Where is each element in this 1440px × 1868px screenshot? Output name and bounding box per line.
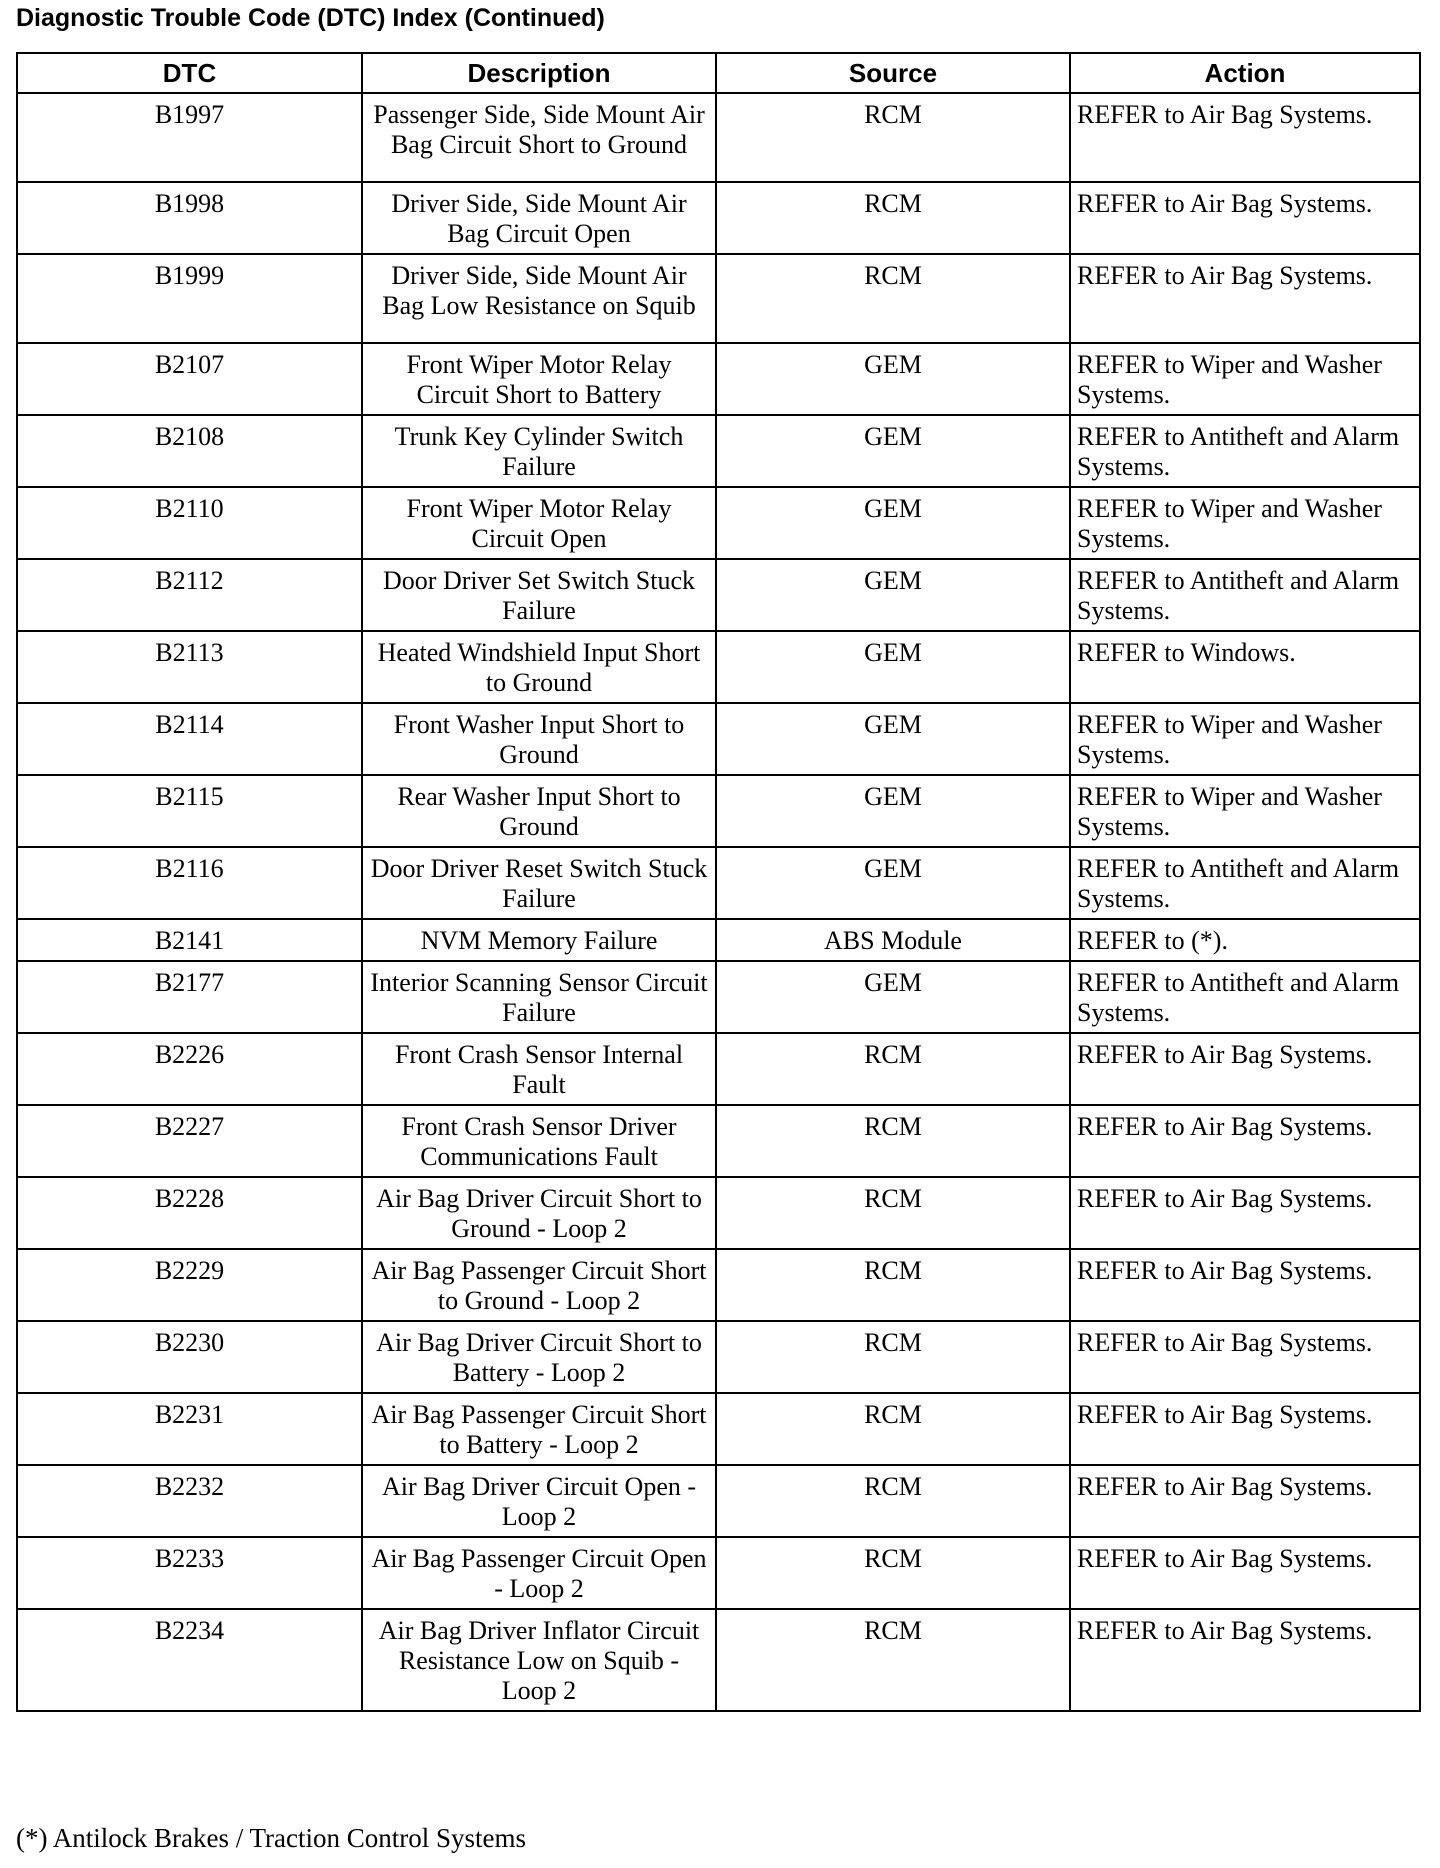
- cell-description: Door Driver Set Switch Stuck Failure: [362, 559, 716, 631]
- cell-action: REFER to Air Bag Systems.: [1070, 254, 1420, 343]
- cell-dtc: B2116: [17, 847, 362, 919]
- cell-action: REFER to Air Bag Systems.: [1070, 93, 1420, 182]
- cell-dtc: B2233: [17, 1537, 362, 1609]
- cell-action: REFER to Air Bag Systems.: [1070, 1249, 1420, 1321]
- cell-description: Driver Side, Side Mount Air Bag Circuit Open: [362, 182, 716, 254]
- cell-source: RCM: [716, 1537, 1070, 1609]
- table-body: [17, 93, 1420, 1711]
- cell-description: Air Bag Passenger Circuit Short to Ground - Loop 2: [362, 1249, 716, 1321]
- table-row: [17, 1249, 1420, 1321]
- table-row: [17, 1465, 1420, 1537]
- cell-description: Air Bag Driver Circuit Short to Battery - Loop 2: [362, 1321, 716, 1393]
- cell-description: Interior Scanning Sensor Circuit Failure: [362, 961, 716, 1033]
- cell-source: RCM: [716, 1249, 1070, 1321]
- cell-action: REFER to Antitheft and Alarm Systems.: [1070, 415, 1420, 487]
- cell-source: RCM: [716, 93, 1070, 182]
- cell-dtc: B1999: [17, 254, 362, 343]
- cell-source: RCM: [716, 1465, 1070, 1537]
- cell-source: GEM: [716, 775, 1070, 847]
- cell-description: Front Crash Sensor Driver Communications Fault: [362, 1105, 716, 1177]
- cell-source: GEM: [716, 961, 1070, 1033]
- cell-description: Front Wiper Motor Relay Circuit Short to Battery: [362, 343, 716, 415]
- page-title: Diagnostic Trouble Code (DTC) Index (Continued): [16, 4, 605, 32]
- cell-source: GEM: [716, 631, 1070, 703]
- cell-dtc: B2107: [17, 343, 362, 415]
- cell-description: Front Crash Sensor Internal Fault: [362, 1033, 716, 1105]
- cell-dtc: B2177: [17, 961, 362, 1033]
- cell-source: RCM: [716, 1105, 1070, 1177]
- table-row: [17, 703, 1420, 775]
- cell-action: REFER to Air Bag Systems.: [1070, 1321, 1420, 1393]
- table-row: [17, 487, 1420, 559]
- cell-dtc: B2112: [17, 559, 362, 631]
- cell-action: REFER to Air Bag Systems.: [1070, 1105, 1420, 1177]
- cell-description: Air Bag Driver Circuit Open - Loop 2: [362, 1465, 716, 1537]
- cell-description: Air Bag Passenger Circuit Open - Loop 2: [362, 1537, 716, 1609]
- cell-source: RCM: [716, 254, 1070, 343]
- cell-action: REFER to Air Bag Systems.: [1070, 1177, 1420, 1249]
- cell-dtc: B2114: [17, 703, 362, 775]
- table-row: [17, 1609, 1420, 1711]
- cell-dtc: B2108: [17, 415, 362, 487]
- cell-dtc: B2113: [17, 631, 362, 703]
- cell-dtc: B2230: [17, 1321, 362, 1393]
- table-row: [17, 631, 1420, 703]
- cell-source: GEM: [716, 487, 1070, 559]
- table-row: [17, 1177, 1420, 1249]
- cell-source: RCM: [716, 1177, 1070, 1249]
- cell-action: REFER to Antitheft and Alarm Systems.: [1070, 559, 1420, 631]
- cell-source: RCM: [716, 1609, 1070, 1711]
- cell-description: Trunk Key Cylinder Switch Failure: [362, 415, 716, 487]
- cell-action: REFER to Wiper and Washer Systems.: [1070, 703, 1420, 775]
- cell-dtc: B2227: [17, 1105, 362, 1177]
- cell-description: Door Driver Reset Switch Stuck Failure: [362, 847, 716, 919]
- cell-source: GEM: [716, 559, 1070, 631]
- table-row: [17, 254, 1420, 343]
- table-row: [17, 415, 1420, 487]
- cell-dtc: B2110: [17, 487, 362, 559]
- table-row: [17, 1321, 1420, 1393]
- cell-source: RCM: [716, 1321, 1070, 1393]
- table-row: [17, 343, 1420, 415]
- cell-source: ABS Module: [716, 919, 1070, 961]
- cell-dtc: B2234: [17, 1609, 362, 1711]
- cell-action: REFER to Wiper and Washer Systems.: [1070, 775, 1420, 847]
- column-header-source: Source: [716, 53, 1070, 93]
- cell-description: Front Wiper Motor Relay Circuit Open: [362, 487, 716, 559]
- table-row: [17, 1537, 1420, 1609]
- cell-description: Air Bag Passenger Circuit Short to Battery - Loop 2: [362, 1393, 716, 1465]
- cell-description: Rear Washer Input Short to Ground: [362, 775, 716, 847]
- table-row: [17, 1105, 1420, 1177]
- cell-source: GEM: [716, 343, 1070, 415]
- cell-source: RCM: [716, 1393, 1070, 1465]
- dtc-index-table: [16, 52, 1421, 1712]
- cell-dtc: B2115: [17, 775, 362, 847]
- cell-description: Heated Windshield Input Short to Ground: [362, 631, 716, 703]
- cell-dtc: B2141: [17, 919, 362, 961]
- column-header-description: Description: [362, 53, 716, 93]
- cell-action: REFER to Antitheft and Alarm Systems.: [1070, 847, 1420, 919]
- cell-description: NVM Memory Failure: [362, 919, 716, 961]
- footnote: (*) Antilock Brakes / Traction Control Systems: [16, 1823, 526, 1853]
- table-row: [17, 919, 1420, 961]
- cell-description: Air Bag Driver Circuit Short to Ground - Loop 2: [362, 1177, 716, 1249]
- cell-action: REFER to Air Bag Systems.: [1070, 1537, 1420, 1609]
- cell-dtc: B1997: [17, 93, 362, 182]
- cell-action: REFER to Antitheft and Alarm Systems.: [1070, 961, 1420, 1033]
- cell-action: REFER to Wiper and Washer Systems.: [1070, 487, 1420, 559]
- cell-dtc: B2229: [17, 1249, 362, 1321]
- cell-description: Driver Side, Side Mount Air Bag Low Resistance on Squib: [362, 254, 716, 343]
- table-row: [17, 1033, 1420, 1105]
- table-row: [17, 961, 1420, 1033]
- cell-source: GEM: [716, 847, 1070, 919]
- cell-source: GEM: [716, 415, 1070, 487]
- cell-description: Front Washer Input Short to Ground: [362, 703, 716, 775]
- column-header-action: Action: [1070, 53, 1420, 93]
- table-row: [17, 559, 1420, 631]
- cell-action: REFER to Wiper and Washer Systems.: [1070, 343, 1420, 415]
- table-header-row: [17, 53, 1420, 93]
- table-row: [17, 847, 1420, 919]
- cell-action: REFER to Air Bag Systems.: [1070, 1393, 1420, 1465]
- cell-description: Passenger Side, Side Mount Air Bag Circuit Short to Ground: [362, 93, 716, 182]
- table-row: [17, 775, 1420, 847]
- cell-source: GEM: [716, 703, 1070, 775]
- cell-action: REFER to (*).: [1070, 919, 1420, 961]
- table-row: [17, 1393, 1420, 1465]
- cell-dtc: B2231: [17, 1393, 362, 1465]
- cell-dtc: B1998: [17, 182, 362, 254]
- cell-action: REFER to Air Bag Systems.: [1070, 1033, 1420, 1105]
- column-header-dtc: DTC: [17, 53, 362, 93]
- cell-action: REFER to Air Bag Systems.: [1070, 1465, 1420, 1537]
- cell-description: Air Bag Driver Inflator Circuit Resistance Low on Squib - Loop 2: [362, 1609, 716, 1711]
- cell-action: REFER to Windows.: [1070, 631, 1420, 703]
- cell-action: REFER to Air Bag Systems.: [1070, 1609, 1420, 1711]
- cell-source: RCM: [716, 1033, 1070, 1105]
- cell-source: RCM: [716, 182, 1070, 254]
- cell-dtc: B2232: [17, 1465, 362, 1537]
- table-row: [17, 93, 1420, 182]
- cell-dtc: B2226: [17, 1033, 362, 1105]
- cell-dtc: B2228: [17, 1177, 362, 1249]
- table-row: [17, 182, 1420, 254]
- cell-action: REFER to Air Bag Systems.: [1070, 182, 1420, 254]
